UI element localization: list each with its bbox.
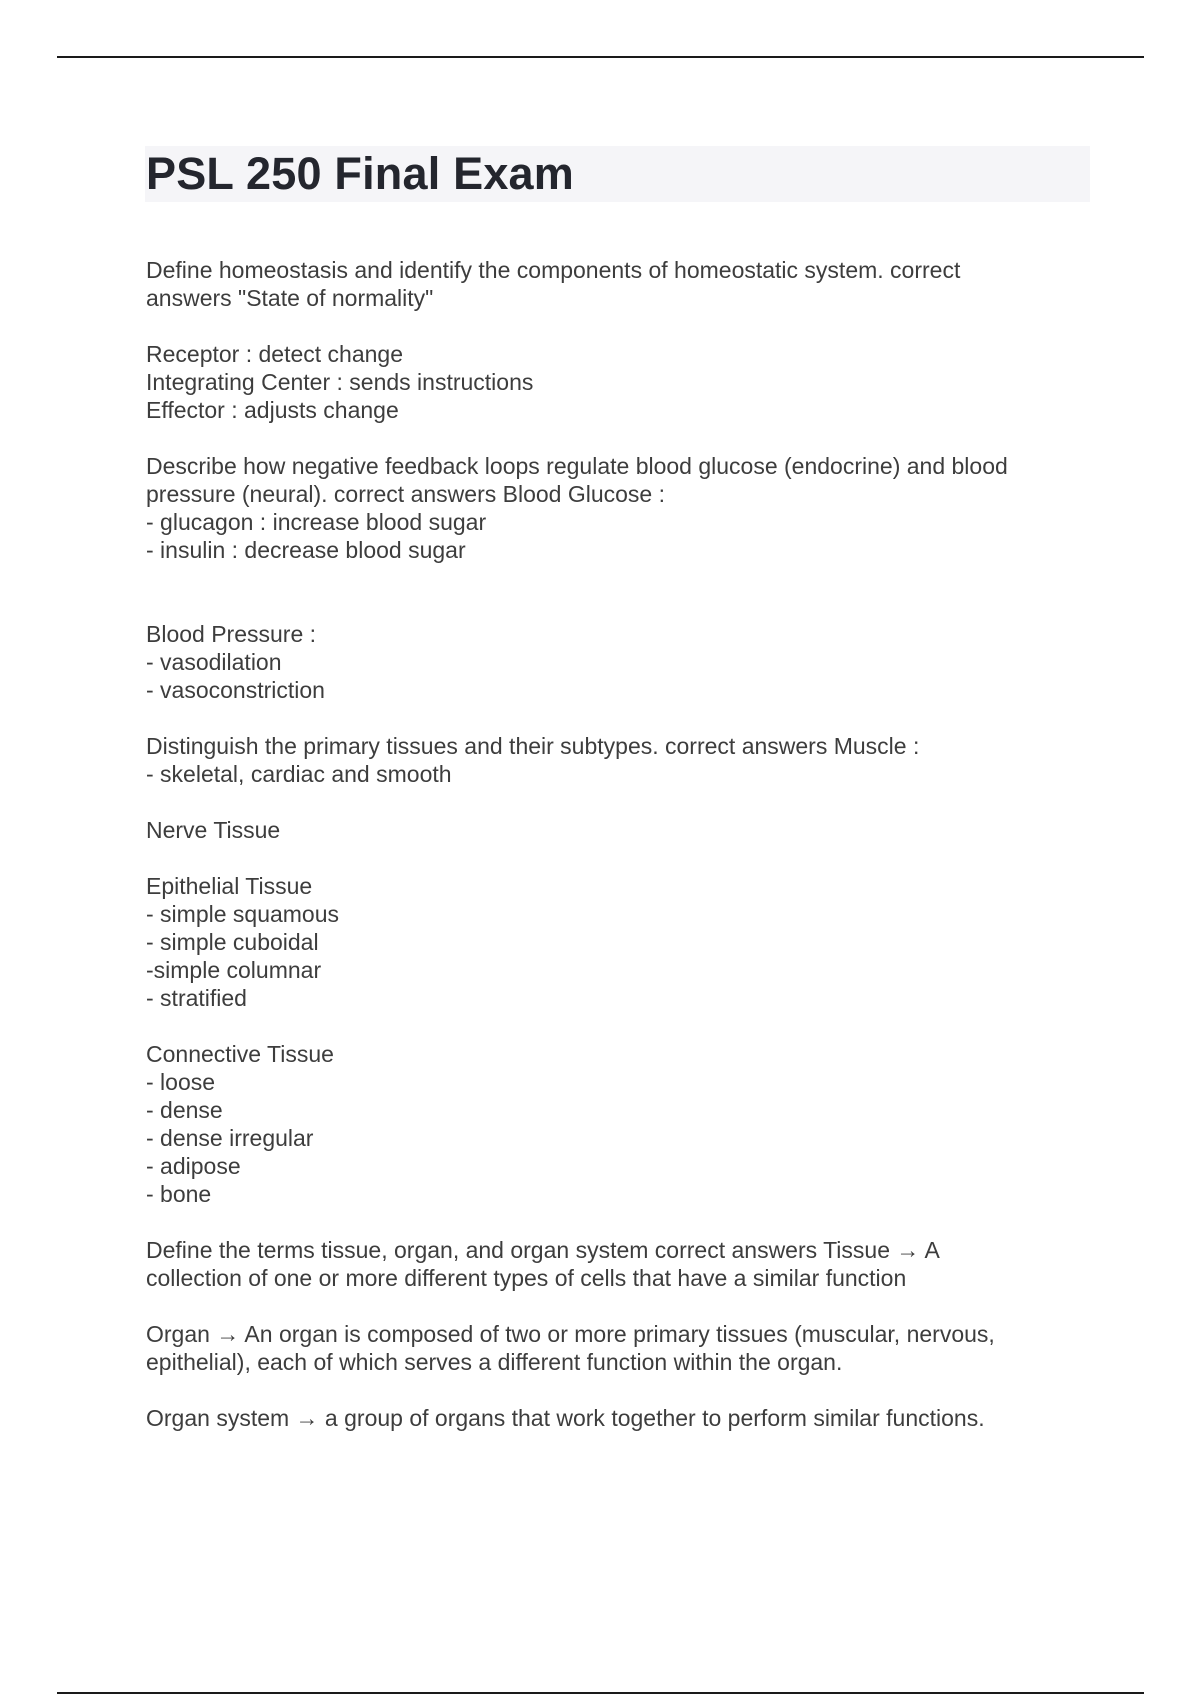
paragraph-epithelial-tissue <box>146 872 1076 1012</box>
paragraph-connective-tissue <box>146 1040 1076 1208</box>
text-line: - vasodilation <box>146 649 282 675</box>
text-line: collection of one or more different types of cells that have a similar function <box>146 1265 907 1291</box>
text-line: - stratified <box>146 985 247 1011</box>
text-line: Effector : adjusts change <box>146 397 399 423</box>
paragraph-organ-definition <box>146 1320 1076 1376</box>
text-line: -simple columnar <box>146 957 322 983</box>
text-line: Epithelial Tissue <box>146 873 313 899</box>
text-line: - bone <box>146 1181 212 1207</box>
text-line: Receptor : detect change <box>146 341 403 367</box>
text-line: Organ → An organ is composed of two or more primary tissues (muscular, nervous, <box>146 1321 995 1347</box>
text-line: epithelial), each of which serves a different function within the organ. <box>146 1349 843 1375</box>
text-line: Blood Pressure : <box>146 621 317 647</box>
text-line: Define the terms tissue, organ, and organ system correct answers Tissue → A <box>146 1237 940 1263</box>
paragraph-homeostasis-question <box>146 256 1076 312</box>
text-line: Organ system → a group of organs that work together to perform similar functions. <box>146 1405 985 1431</box>
text-line: Connective Tissue <box>146 1041 334 1067</box>
text-line: - vasoconstriction <box>146 677 325 703</box>
paragraph-tissue-definition <box>146 1236 1076 1292</box>
text-line: Integrating Center : sends instructions <box>146 369 534 395</box>
text-line: - dense irregular <box>146 1125 314 1151</box>
paragraph-blood-pressure <box>146 620 1076 704</box>
text-line: Nerve Tissue <box>146 817 281 843</box>
bottom-rule <box>57 1692 1144 1694</box>
text-line: answers "State of normality" <box>146 285 434 311</box>
top-rule <box>57 56 1144 58</box>
text-line: - glucagon : increase blood sugar <box>146 509 487 535</box>
text-line: - skeletal, cardiac and smooth <box>146 761 452 787</box>
paragraph-feedback-question <box>146 452 1076 564</box>
text-line: - simple squamous <box>146 901 340 927</box>
page-title: PSL 250 Final Exam <box>146 148 574 199</box>
document-body <box>146 256 1076 1460</box>
text-line: - simple cuboidal <box>146 929 319 955</box>
paragraph-tissues-question <box>146 732 1076 788</box>
text-line: Describe how negative feedback loops regulate blood glucose (endocrine) and blood <box>146 453 1008 479</box>
text-line: - dense <box>146 1097 223 1123</box>
text-line: - insulin : decrease blood sugar <box>146 537 466 563</box>
text-line: - loose <box>146 1069 216 1095</box>
text-line: - adipose <box>146 1153 241 1179</box>
paragraph-nerve-tissue <box>146 816 1076 844</box>
paragraph-organ-system-definition <box>146 1404 1076 1432</box>
text-line: Define homeostasis and identify the components of homeostatic system. correct <box>146 257 961 283</box>
text-line: pressure (neural). correct answers Blood Glucose : <box>146 481 665 507</box>
paragraph-homeostasis-components <box>146 340 1076 424</box>
text-line: Distinguish the primary tissues and their subtypes. correct answers Muscle : <box>146 733 920 759</box>
